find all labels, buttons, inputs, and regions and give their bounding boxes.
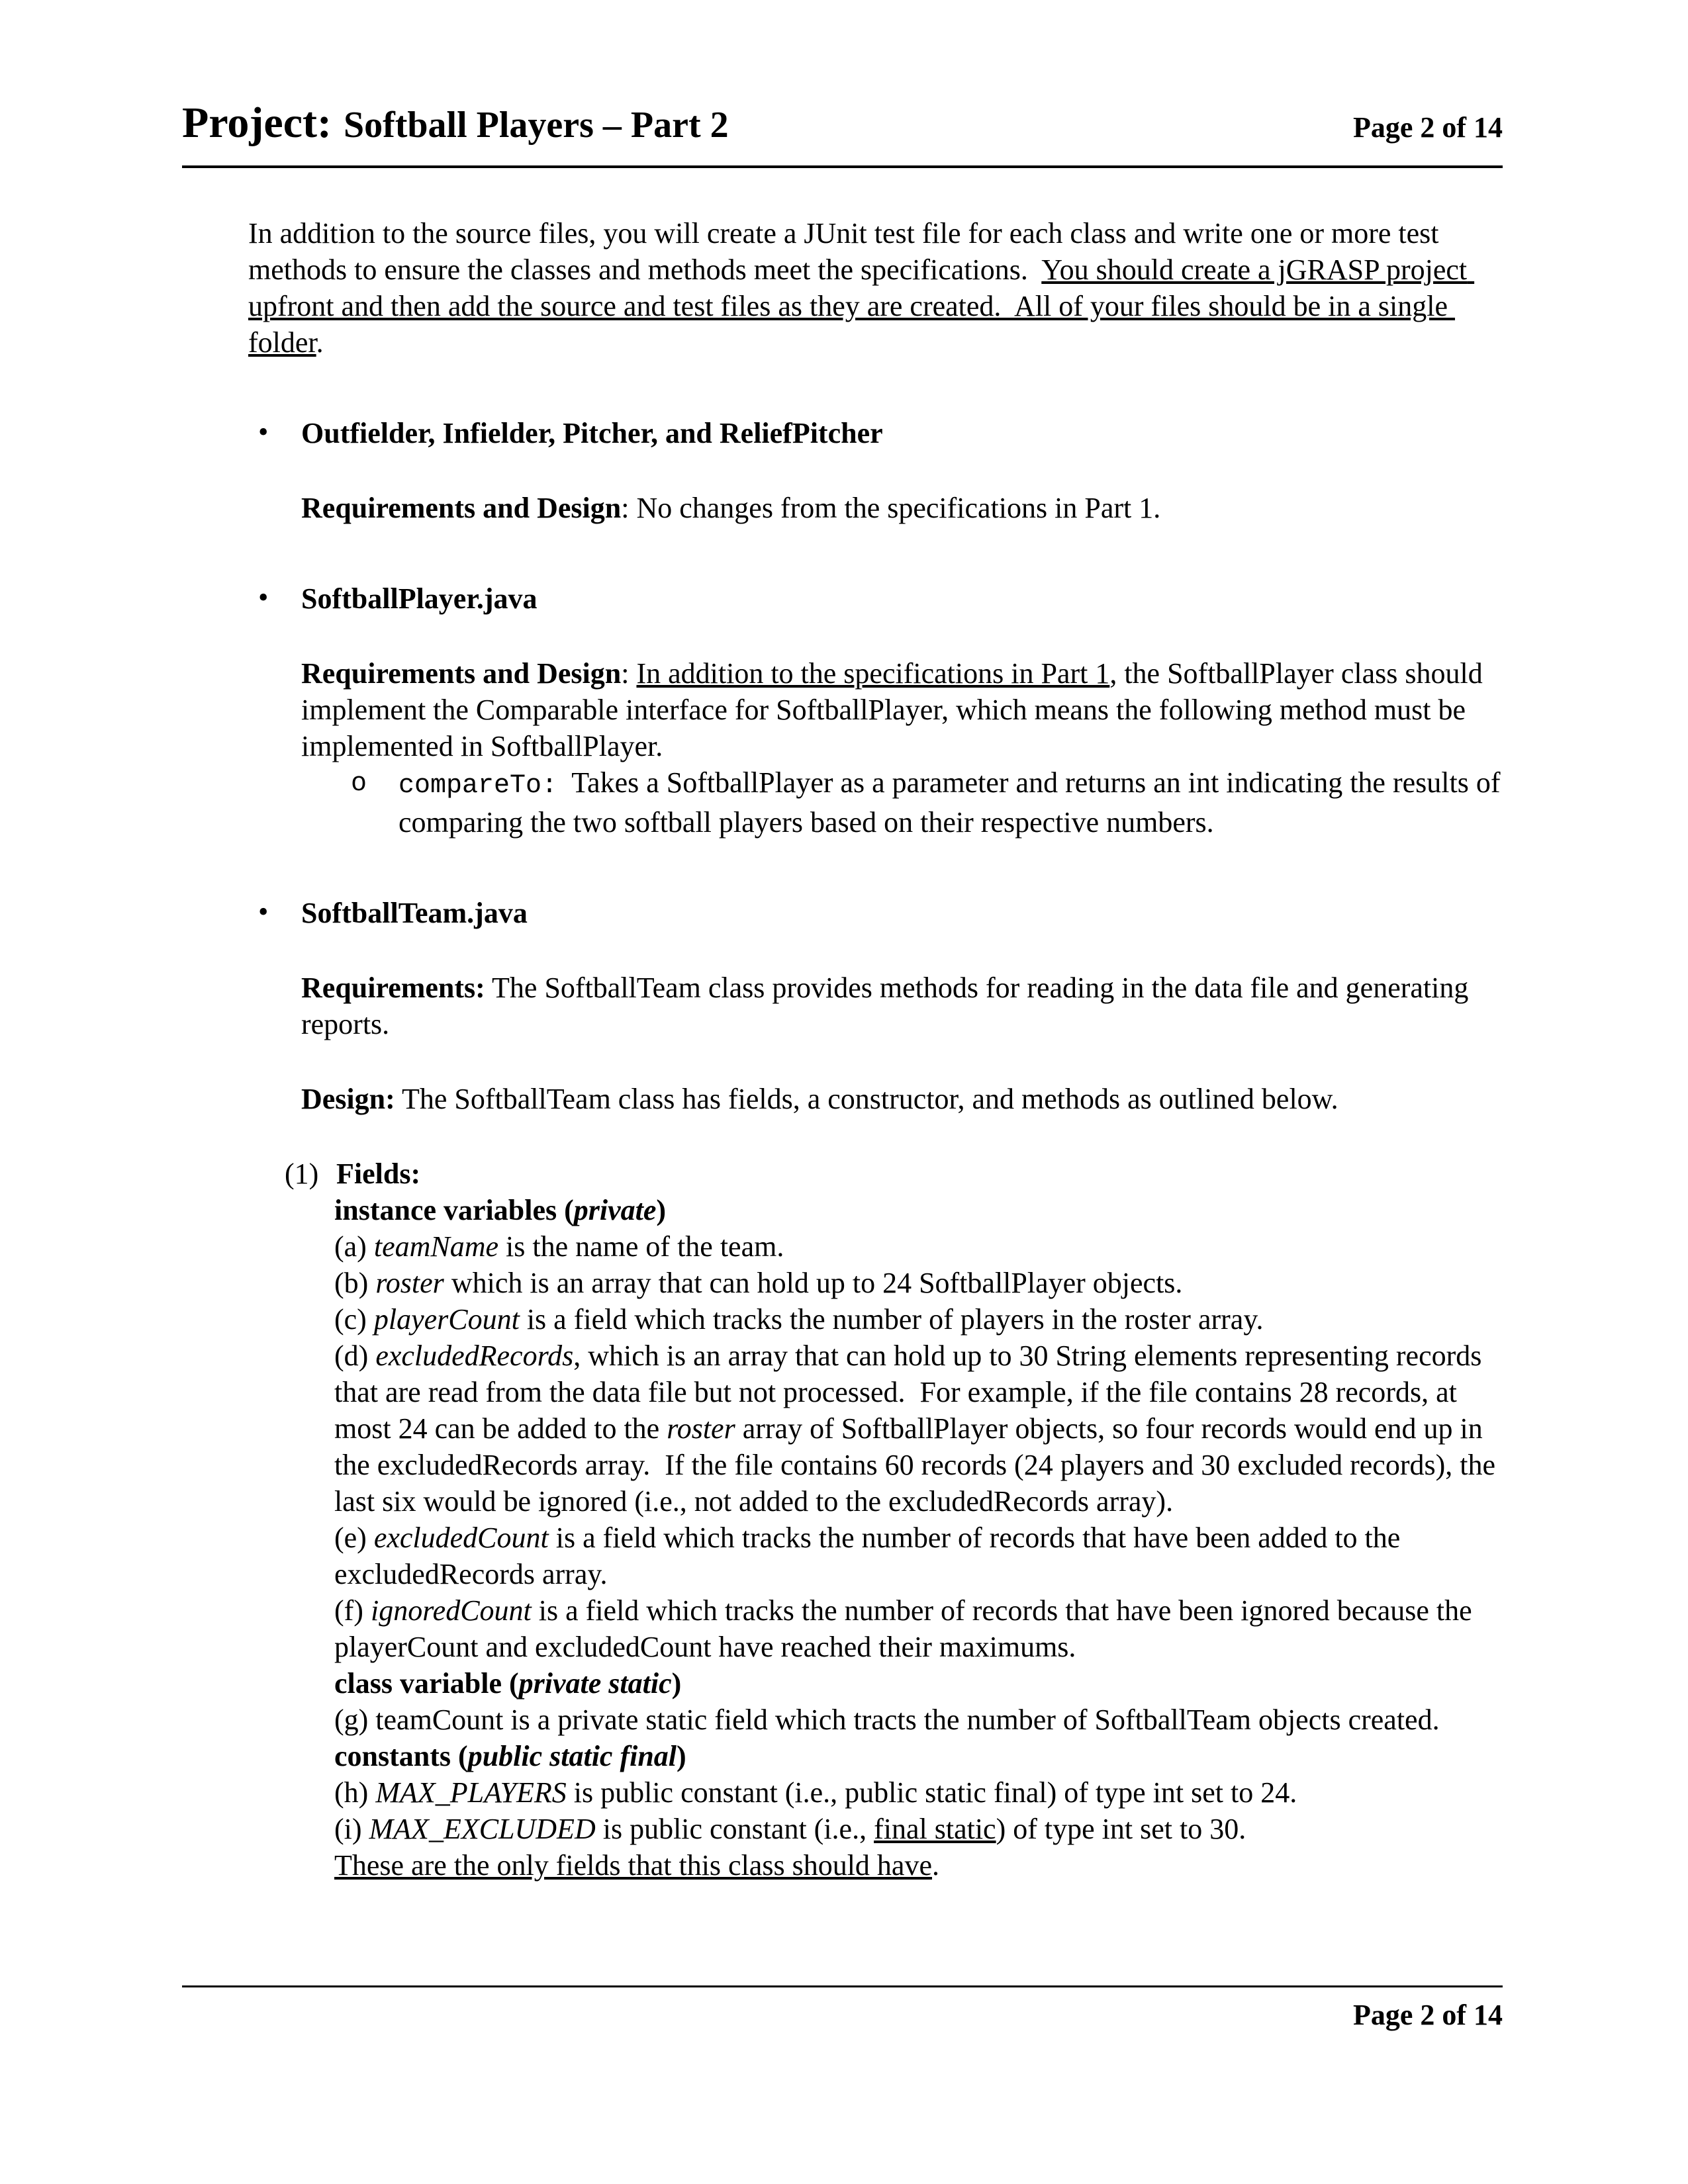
text-run: Requirements and Design (301, 492, 622, 524)
text-run: Outfielder, Infielder, Pitcher, and ReliefPitcher (301, 417, 883, 449)
text-run: , which is an array that can hold up to 30 String elements representing records that are read from the data file but not processed. For example, if the file contains 28 records, at most 24 can be added to the (334, 1340, 1489, 1445)
text-run: excludedRecords (375, 1340, 574, 1372)
text-run: SoftballPlayer.java (301, 582, 538, 615)
bullet-icon: • (258, 581, 269, 614)
text-run: ignoredCount (370, 1594, 532, 1627)
document-body (185, 215, 1508, 1884)
footer-page-number: Page 2 of 14 (1352, 1999, 1503, 2031)
text-run: In addition to the source files, you will create a JUnit test file for each class and write one or more test methods to ensure the classes and methods meet the specifications. (248, 217, 1446, 286)
text-run: (i) (334, 1813, 369, 1845)
text-run: which is an array that can hold up to 24 SoftballPlayer objects. (444, 1267, 1183, 1299)
field-teamcount (334, 1702, 1503, 1738)
document-header (182, 98, 1503, 168)
bullet-outfielder-heading (258, 415, 1503, 451)
header-page-number: Page 2 of 14 (1352, 111, 1503, 144)
field-ignoredcount (334, 1592, 1503, 1665)
text-run: (e) (334, 1522, 374, 1554)
text-run: : (621, 657, 637, 690)
bullet-icon: • (258, 895, 269, 928)
requirements-softballteam (301, 970, 1503, 1042)
text-run: . (932, 1849, 939, 1882)
text-run: ) of type int set to 30. (996, 1813, 1246, 1845)
constants-heading (334, 1738, 1503, 1774)
text-run: roster (375, 1267, 444, 1299)
text-run: Requirements: (301, 972, 485, 1004)
text-run: compareTo: (399, 771, 558, 801)
text-run: is public constant (i.e., (595, 1813, 874, 1845)
text-run: (c) (334, 1303, 374, 1336)
class-variable-heading (334, 1665, 1503, 1702)
text-run: The SoftballTeam class provides methods for reading in the data file and generating reports. (301, 972, 1476, 1040)
text-run: (a) (334, 1230, 374, 1263)
field-excludedcount (334, 1520, 1503, 1592)
text-run: instance variables ( (334, 1194, 574, 1226)
text-run: Fields: (336, 1158, 421, 1190)
compareto-method-item (351, 764, 1508, 841)
field-max-excluded (334, 1811, 1503, 1847)
text-run: You should create a jGRASP project upfront and then add the source and test files as they are created. All of your files should be in a single folder (248, 253, 1475, 359)
field-max-players (334, 1774, 1503, 1811)
text-run: These are the only fields that this class should have (334, 1849, 932, 1882)
bullet-icon: • (258, 416, 269, 448)
text-run: Requirements and Design (301, 657, 622, 690)
fields-note (334, 1847, 1503, 1884)
design-softballteam (301, 1081, 1503, 1117)
text-run: roster (667, 1412, 735, 1445)
text-run: , the SoftballPlayer class should implement the Comparable interface for SoftballPlayer, which means the following method must be implemented in SoftballPlayer. (301, 657, 1490, 762)
field-roster (334, 1265, 1503, 1301)
text-run: SoftballTeam.java (301, 897, 528, 929)
text-run: (g) teamCount is a private static field which tracts the number of SoftballTeam objects created. (334, 1704, 1440, 1736)
page-title (182, 98, 729, 148)
text-run: Takes a SoftballPlayer as a parameter and returns an int indicating the results of comparing the two softball players based on their respective numbers. (399, 766, 1508, 839)
bullet-softballteam-heading (258, 895, 1503, 931)
text-run: . (316, 326, 324, 359)
text-run: ) (656, 1194, 667, 1226)
text-run: private (573, 1194, 657, 1226)
text-run: Design: (301, 1083, 395, 1115)
text-run: array of SoftballPlayer objects, so four records would end up in the excludedRecords array. If the file contains 60 records (24 players and 30 excluded records), the last six would be ignored (i.e., not added to the excludedRecords array). (334, 1412, 1503, 1518)
title-prefix: Project: (182, 99, 332, 147)
text-run: is the name of the team. (498, 1230, 784, 1263)
text-run: MAX_EXCLUDED (369, 1813, 596, 1845)
text-run: excludedCount (373, 1522, 549, 1554)
field-excludedrecords (334, 1338, 1503, 1520)
text-run: (h) (334, 1776, 376, 1809)
text-run: The SoftballTeam class has fields, a constructor, and methods as outlined below. (395, 1083, 1338, 1115)
text-run: ) (677, 1740, 686, 1772)
document-blocks (185, 215, 1508, 1884)
text-run: ) (671, 1667, 682, 1700)
text-run: : No changes from the specifications in Part 1. (621, 492, 1161, 524)
fields-section-heading (285, 1156, 1503, 1192)
text-run: is a field which tracks the number of records that have been ignored because the playerCount and excludedCount have reached their maximums. (334, 1594, 1479, 1663)
list-number: (1) (285, 1158, 319, 1190)
bullet-softballplayer-heading (258, 580, 1503, 617)
requirements-design-part1 (301, 490, 1503, 526)
text-run: constants ( (334, 1740, 468, 1772)
document-footer (182, 1985, 1503, 2032)
field-playercount (334, 1301, 1503, 1338)
text-run: In addition to the specifications in Part 1 (636, 657, 1110, 690)
text-run: (b) (334, 1267, 376, 1299)
requirements-design-softballplayer (301, 655, 1503, 764)
text-run: final static (874, 1813, 996, 1845)
text-run: (f) (334, 1594, 371, 1627)
text-run: teamName (373, 1230, 499, 1263)
circle-bullet-icon: o (351, 769, 367, 799)
text-run: MAX_PLAYERS (375, 1776, 567, 1809)
text-run: (d) (334, 1340, 376, 1372)
intro-paragraph (248, 215, 1503, 361)
text-run: is a field which tracks the number of records that have been added to the excludedRecords array. (334, 1522, 1408, 1590)
text-run: class variable ( (334, 1667, 519, 1700)
text-run: private static (518, 1667, 672, 1700)
field-teamname (334, 1228, 1503, 1265)
text-run: playerCount (373, 1303, 520, 1336)
instance-variables-heading (334, 1192, 1503, 1228)
text-run: is public constant (i.e., public static final) of type int set to 24. (566, 1776, 1297, 1809)
text-run: public static final (467, 1740, 677, 1772)
text-run: is a field which tracks the number of players in the roster array. (519, 1303, 1264, 1336)
title-rest: Softball Players – Part 2 (343, 105, 729, 146)
